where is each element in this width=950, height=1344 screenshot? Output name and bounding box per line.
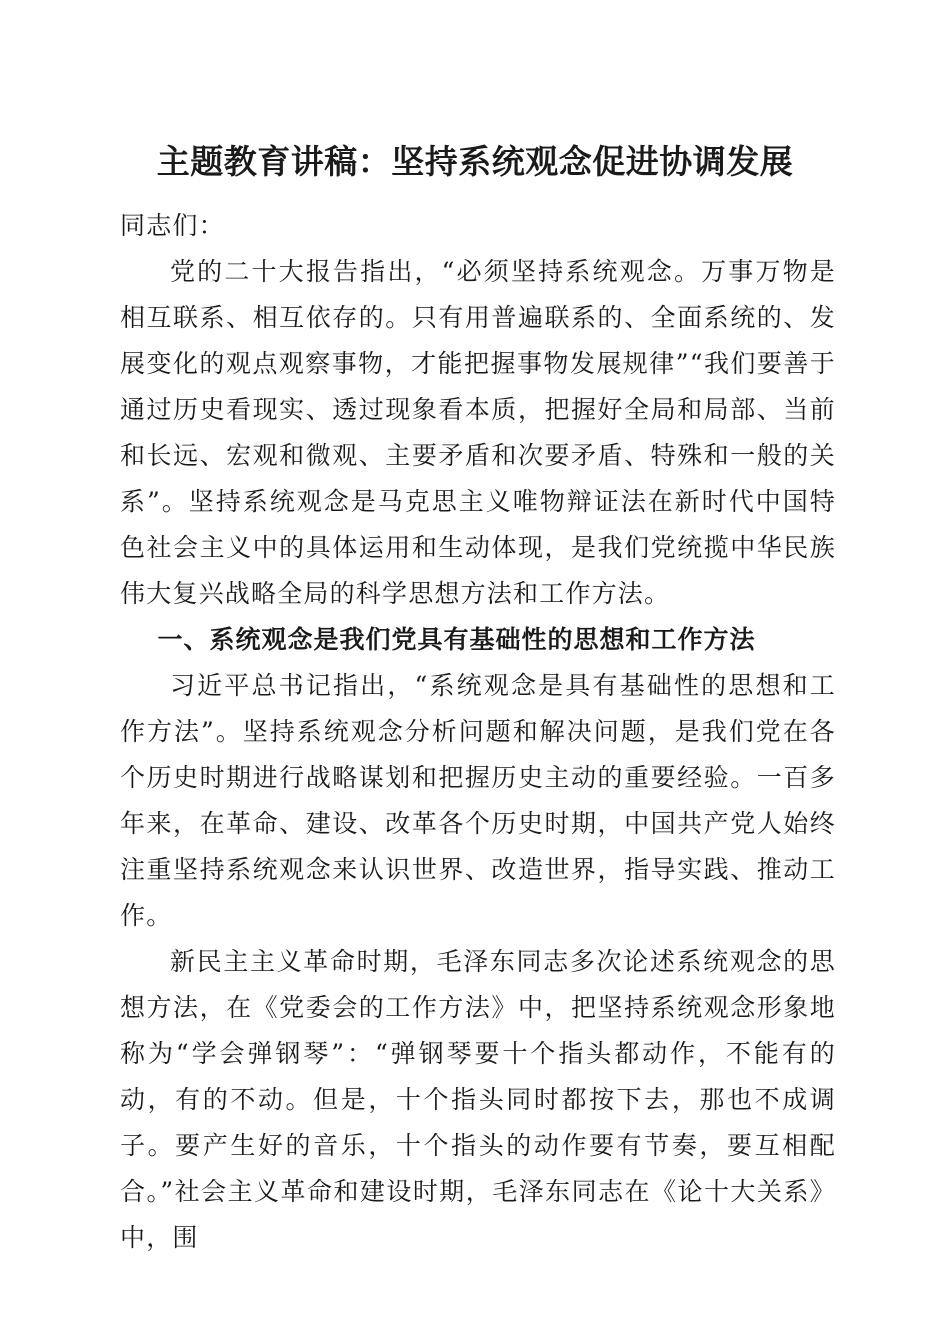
page-title: 主题教育讲稿：坚持系统观念促进协调发展: [156, 142, 794, 181]
salutation: 同志们：: [120, 211, 225, 240]
document-body: [120, 203, 836, 1261]
paragraph-section-1: 习近平总书记指出，“系统观念是具有基础性的思想和工作方法”。坚持系统观念分析问题和解决问题，是我们党在各个历史时期进行战略谋划和把握历史主动的重要经验。一百多年来，在革命、建设、改革各个历史时期，中国共产党人始终注重坚持系统观念来认识世界、改造世界，指导实践、推动工作。: [120, 671, 836, 930]
paragraph-intro: 党的二十大报告指出，“必须坚持系统观念。万事万物是相互联系、相互依存的。只有用普遍联系的、全面系统的、发展变化的观点观察事物，才能把握事物发展规律”“我们要善于通过历史看现实、透过现象看本质，把握好全局和局部、当前和长远、宏观和微观、主要矛盾和次要矛盾、特殊和一般的关系”。坚持系统观念是马克思主义唯物辩证法在新时代中国特色社会主义中的具体运用和生动体现，是我们党统揽中华民族伟大复兴战略全局的科学思想方法和工作方法。: [120, 257, 836, 608]
paragraph-section-2: 新民主主义革命时期，毛泽东同志多次论述系统观念的思想方法，在《党委会的工作方法》中，把坚持系统观念形象地称为“学会弹钢琴”：“弹钢琴要十个指头都动作，不能有的动，有的不动。但是，十个指头同时都按下去，那也不成调子。要产生好的音乐，十个指头的动作要有节奏，要互相配合。”社会主义革命和建设时期，毛泽东同志在《论十大关系》中，围: [120, 947, 836, 1252]
section-heading: 一、系统观念是我们党具有基础性的思想和工作方法: [157, 625, 756, 654]
